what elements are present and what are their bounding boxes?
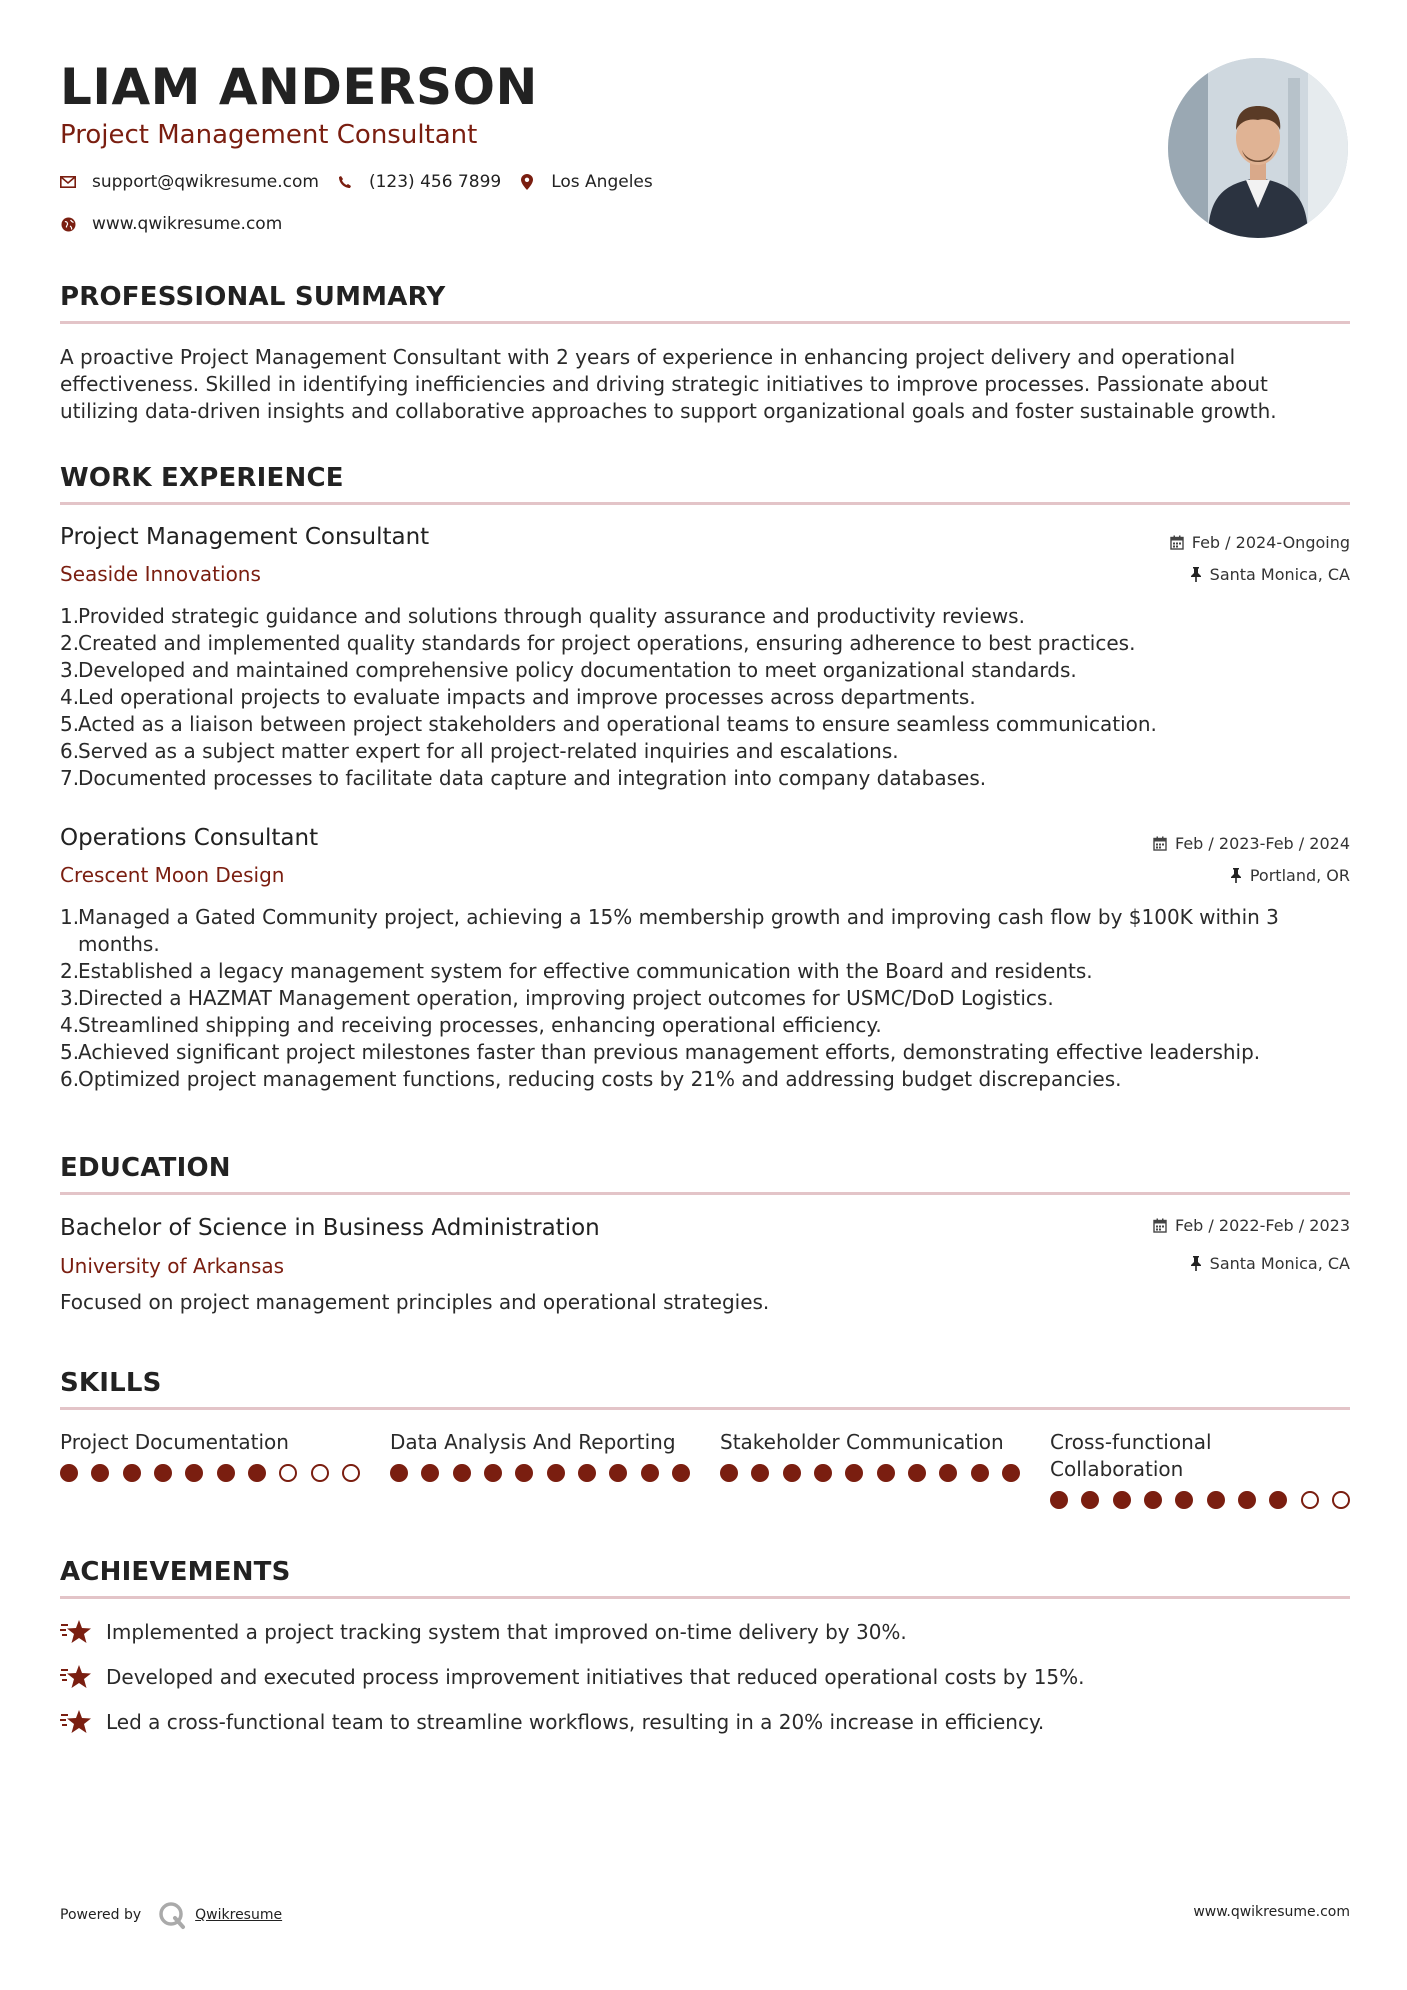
achievement-item: Implemented a project tracking system that improved on-time delivery by 30%.: [60, 1619, 907, 1645]
rating-dot-filled: [154, 1464, 172, 1482]
list-item: 7. Documented processes to facilitate data capture and integration into company databases.: [60, 766, 987, 790]
contact-row-secondary: [60, 214, 300, 234]
pushpin-icon: [1190, 567, 1202, 582]
calendar-icon: [1153, 836, 1167, 851]
skill-item: [390, 1429, 690, 1482]
job-title: Operations Consultant: [60, 825, 319, 851]
location-pin-icon: [519, 174, 535, 190]
rating-dot-filled: [1081, 1491, 1099, 1509]
section-divider: [60, 1407, 1350, 1410]
summary-text: A proactive Project Management Consultant with 2 years of experience in enhancing project delivery and operational effectiveness. Skilled in identifying inefficiencies and driving strategic initiatives to improve processes. Passionate about utilizing data-driven insights and collaborative approaches to support organizational goals and foster sustainable growth.: [60, 345, 1277, 423]
rating-dot-filled: [60, 1464, 78, 1482]
rating-dot-filled: [1175, 1491, 1193, 1509]
company-name: Seaside Innovations: [60, 562, 261, 586]
star-achievement-icon: [60, 1709, 92, 1735]
section-title-achievements: ACHIEVEMENTS: [60, 1557, 291, 1587]
rating-dot-filled: [751, 1464, 769, 1482]
rating-dot-filled: [1269, 1491, 1287, 1509]
phone-icon: [337, 174, 353, 190]
list-item: 1. Provided strategic guidance and solutions through quality assurance and productivity reviews.: [60, 604, 1025, 628]
job-location: [1230, 866, 1350, 885]
education-dates: [1153, 1216, 1350, 1235]
job-dates: [1153, 834, 1350, 853]
rating-dot-filled: [877, 1464, 895, 1482]
achievement-item: Developed and executed process improvement initiatives that reduced operational costs by 15%.: [60, 1664, 1085, 1690]
job-bullets: [60, 603, 1350, 792]
rating-dot-filled: [672, 1464, 690, 1482]
section-title-experience: WORK EXPERIENCE: [60, 463, 344, 493]
rating-dot-filled: [217, 1464, 235, 1482]
education-location: [1190, 1254, 1350, 1273]
pushpin-icon: [1230, 868, 1242, 883]
job-location: [1190, 565, 1350, 584]
rating-dot-filled: [641, 1464, 659, 1482]
list-item: 5. Acted as a liaison between project stakeholders and operational teams to ensure seamless communication.: [60, 712, 1157, 736]
rating-dot-filled: [248, 1464, 266, 1482]
skill-item: [1050, 1429, 1350, 1509]
qwikresume-link[interactable]: Qwikresume: [195, 1907, 283, 1923]
rating-dot-filled: [123, 1464, 141, 1482]
rating-dot-filled: [1002, 1464, 1020, 1482]
skill-item: [60, 1429, 360, 1482]
rating-dot-filled: [453, 1464, 471, 1482]
powered-by-label: Powered by: [60, 1907, 142, 1923]
skill-name: Cross-functional Collaboration: [1050, 1430, 1212, 1481]
job-title: Project Management Consultant: [60, 524, 430, 550]
rating-dot-filled: [783, 1464, 801, 1482]
rating-dot-filled: [484, 1464, 502, 1482]
email-icon: [60, 174, 76, 190]
job-dates-text: Feb / 2024-Ongoing: [1191, 533, 1350, 552]
rating-dot-filled: [1207, 1491, 1225, 1509]
email-link[interactable]: support@qwikresume.com: [92, 172, 319, 192]
rating-dot-empty: [1332, 1491, 1350, 1509]
rating-dot-filled: [578, 1464, 596, 1482]
education-location-text: Santa Monica, CA: [1209, 1254, 1350, 1273]
rating-dot-filled: [609, 1464, 627, 1482]
section-divider: [60, 1596, 1350, 1599]
skill-item: [720, 1429, 1020, 1482]
list-item: 2. Established a legacy management system for effective communication with the Board and residents.: [60, 959, 1093, 983]
list-item: 6. Optimized project management functions, reducing costs by 21% and addressing budget discrepancies.: [60, 1067, 1122, 1091]
rating-dot-filled: [1144, 1491, 1162, 1509]
resume-page: [60, 0, 1350, 1990]
rating-dot-filled: [1050, 1491, 1068, 1509]
footer-powered-by: [60, 1900, 282, 1930]
phone-number: (123) 456 7899: [368, 172, 502, 192]
education-dates-text: Feb / 2022-Feb / 2023: [1175, 1216, 1350, 1235]
calendar-icon: [1153, 1218, 1167, 1233]
section-title-education: EDUCATION: [60, 1153, 231, 1183]
achievement-item: Led a cross-functional team to streamline workflows, resulting in a 20% increase in efficiency.: [60, 1709, 1044, 1735]
list-item: 4. Streamlined shipping and receiving processes, enhancing operational efficiency.: [60, 1013, 882, 1037]
list-item: 6. Served as a subject matter expert for all project-related inquiries and escalations.: [60, 739, 899, 763]
globe-icon: [60, 216, 76, 232]
skill-name: Data Analysis And Reporting: [390, 1430, 676, 1454]
job-dates: [1170, 533, 1350, 552]
rating-dot-filled: [971, 1464, 989, 1482]
rating-dot-filled: [547, 1464, 565, 1482]
calendar-icon: [1170, 535, 1184, 550]
candidate-name: LIAM ANDERSON: [60, 58, 538, 116]
job-location-text: Santa Monica, CA: [1209, 565, 1350, 584]
degree-title: Bachelor of Science in Business Administration: [60, 1215, 600, 1241]
rating-dot-filled: [421, 1464, 439, 1482]
rating-dot-empty: [342, 1464, 360, 1482]
skill-rating: [390, 1464, 690, 1482]
job-bullets: [60, 904, 1350, 1093]
profile-photo: [1168, 58, 1348, 238]
rating-dot-filled: [1113, 1491, 1131, 1509]
star-achievement-icon: [60, 1664, 92, 1690]
rating-dot-empty: [279, 1464, 297, 1482]
website-link[interactable]: www.qwikresume.com: [92, 214, 283, 234]
skill-name: Stakeholder Communication: [720, 1430, 1004, 1454]
rating-dot-filled: [515, 1464, 533, 1482]
pushpin-icon: [1190, 1256, 1202, 1271]
company-name: Crescent Moon Design: [60, 863, 285, 887]
section-title-skills: SKILLS: [60, 1368, 162, 1398]
section-divider: [60, 1192, 1350, 1195]
list-item: 3. Directed a HAZMAT Management operation, improving project outcomes for USMC/DoD Logistics.: [60, 986, 1054, 1010]
skill-rating: [1050, 1491, 1350, 1509]
star-achievement-icon: [60, 1619, 92, 1645]
list-item: 4. Led operational projects to evaluate impacts and improve processes across departments.: [60, 685, 976, 709]
rating-dot-filled: [1238, 1491, 1256, 1509]
rating-dot-filled: [845, 1464, 863, 1482]
section-title-summary: PROFESSIONAL SUMMARY: [60, 282, 446, 312]
section-divider: [60, 502, 1350, 505]
rating-dot-filled: [908, 1464, 926, 1482]
rating-dot-filled: [814, 1464, 832, 1482]
education-description: Focused on project management principles and operational strategies.: [60, 1290, 770, 1314]
candidate-role: Project Management Consultant: [60, 120, 478, 150]
skill-rating: [720, 1464, 1020, 1482]
rating-dot-filled: [939, 1464, 957, 1482]
rating-dot-filled: [91, 1464, 109, 1482]
school-name: University of Arkansas: [60, 1254, 285, 1278]
section-divider: [60, 321, 1350, 324]
skill-name: Project Documentation: [60, 1430, 289, 1454]
list-item: 1. Managed a Gated Community project, achieving a 15% membership growth and improving cash flow by $100K within 3 months.: [60, 905, 1279, 956]
contact-row-primary: [60, 172, 671, 192]
job-location-text: Portland, OR: [1249, 866, 1350, 885]
rating-dot-filled: [185, 1464, 203, 1482]
location-text: Los Angeles: [551, 172, 653, 192]
job-dates-text: Feb / 2023-Feb / 2024: [1175, 834, 1350, 853]
qwikresume-logo-icon: [157, 1900, 187, 1930]
list-item: 5. Achieved significant project milestones faster than previous management efforts, demonstrating effective leadership.: [60, 1040, 1261, 1064]
rating-dot-filled: [720, 1464, 738, 1482]
list-item: 2. Created and implemented quality standards for project operations, ensuring adherence to best practices.: [60, 631, 1136, 655]
rating-dot-empty: [311, 1464, 329, 1482]
list-item: 3. Developed and maintained comprehensive policy documentation to meet organizational standards.: [60, 658, 1077, 682]
skill-rating: [60, 1464, 360, 1482]
footer-site-link[interactable]: www.qwikresume.com: [1193, 1904, 1350, 1920]
rating-dot-empty: [1301, 1491, 1319, 1509]
rating-dot-filled: [390, 1464, 408, 1482]
